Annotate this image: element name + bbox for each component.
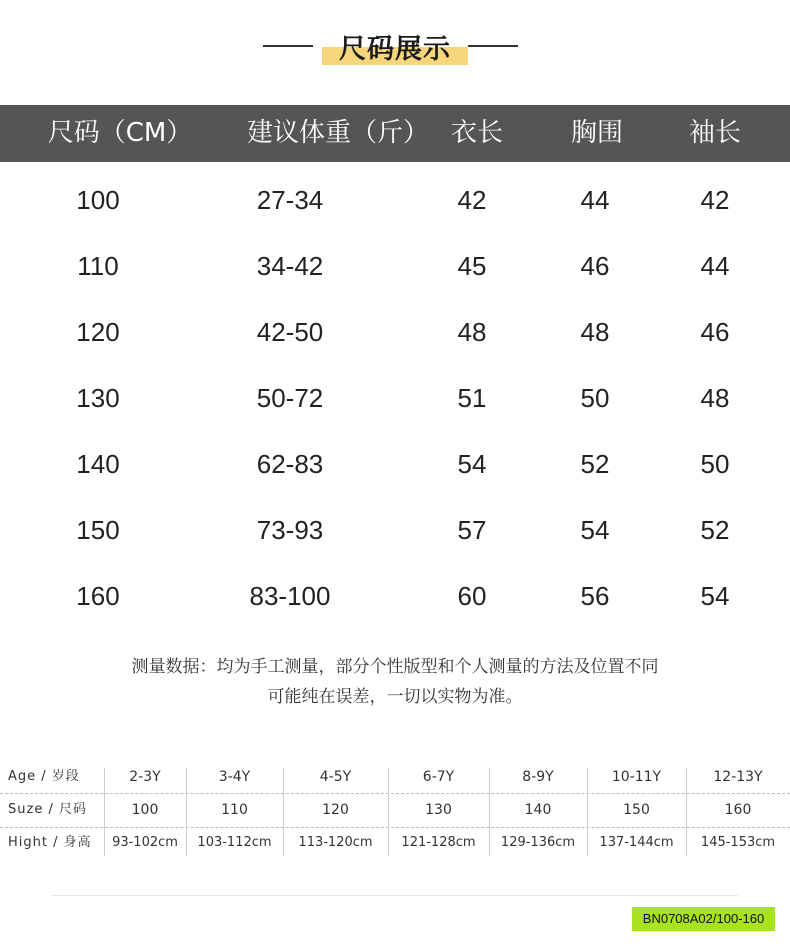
age-label: Age / 岁段 bbox=[8, 769, 80, 784]
size-cell: 140 bbox=[524, 802, 552, 818]
table-row bbox=[0, 431, 790, 497]
cell-size: 120 bbox=[76, 317, 120, 347]
product-code-badge: BN0708A02/100-160 bbox=[632, 907, 775, 931]
size-cell: 100 bbox=[131, 802, 159, 818]
size-cell: 160 bbox=[724, 802, 752, 818]
size-cell: 130 bbox=[425, 802, 452, 818]
cell-size: 140 bbox=[76, 449, 120, 479]
age-cell: 10-11Y bbox=[611, 769, 662, 785]
cell-size: 110 bbox=[77, 251, 119, 281]
measurement-note-line2: 可能纯在误差，一切以实物为准。 bbox=[267, 687, 523, 707]
header-chest: 胸围 bbox=[570, 118, 623, 148]
cell-length: 42 bbox=[457, 185, 487, 215]
height-cell: 137-144cm bbox=[599, 835, 674, 850]
cell-size: 160 bbox=[76, 581, 120, 611]
age-row bbox=[0, 763, 790, 795]
header-weight: 建议体重（斤） bbox=[246, 118, 429, 148]
header-size: 尺码（CM） bbox=[47, 118, 193, 148]
height-cell: 113-120cm bbox=[298, 835, 373, 850]
cell-size: 130 bbox=[76, 383, 120, 413]
cell-sleeve: 48 bbox=[700, 383, 730, 413]
cell-length: 45 bbox=[457, 251, 487, 281]
cell-length: 57 bbox=[457, 515, 487, 545]
page-title: 尺码展示 bbox=[339, 34, 451, 65]
height-cell: 145-153cm bbox=[700, 835, 776, 850]
age-cell: 12-13Y bbox=[713, 769, 763, 785]
header-length: 衣长 bbox=[450, 118, 503, 148]
table-row bbox=[0, 563, 790, 629]
cell-weight: 34-42 bbox=[256, 251, 324, 281]
height-row bbox=[0, 829, 790, 861]
cell-size: 100 bbox=[76, 185, 120, 215]
age-cell: 4-5Y bbox=[319, 769, 352, 785]
age-cell: 3-4Y bbox=[218, 769, 251, 785]
height-cell: 103-112cm bbox=[197, 835, 272, 850]
cell-chest: 56 bbox=[580, 581, 610, 611]
table-row bbox=[0, 299, 790, 365]
cell-sleeve: 50 bbox=[700, 449, 730, 479]
cell-sleeve: 44 bbox=[700, 251, 730, 281]
table-row bbox=[0, 365, 790, 431]
cell-size: 150 bbox=[76, 515, 120, 545]
cell-sleeve: 42 bbox=[700, 185, 730, 215]
cell-weight: 27-34 bbox=[256, 185, 324, 215]
cell-sleeve: 52 bbox=[700, 515, 730, 545]
cell-sleeve: 54 bbox=[700, 581, 730, 611]
cell-length: 54 bbox=[457, 449, 487, 479]
cell-weight: 42-50 bbox=[256, 317, 324, 347]
cell-chest: 46 bbox=[580, 251, 610, 281]
table-row bbox=[0, 497, 790, 563]
cell-chest: 54 bbox=[580, 515, 610, 545]
height-label: Hight / 身高 bbox=[8, 835, 92, 850]
measurement-note-line1: 测量数据：均为手工测量，部分个性版型和个人测量的方法及位置不同 bbox=[131, 657, 659, 677]
cell-length: 48 bbox=[457, 317, 487, 347]
table-row bbox=[0, 233, 790, 299]
cell-sleeve: 46 bbox=[700, 317, 730, 347]
height-cell: 129-136cm bbox=[500, 835, 576, 850]
footer-divider bbox=[52, 895, 738, 896]
title-divider-left bbox=[263, 45, 313, 47]
cell-chest: 52 bbox=[580, 449, 610, 479]
size-label: Suze / 尺码 bbox=[8, 802, 87, 817]
size-cell: 120 bbox=[322, 802, 349, 818]
age-cell: 2-3Y bbox=[129, 769, 161, 785]
header-sleeve: 袖长 bbox=[688, 118, 741, 148]
cell-weight: 62-83 bbox=[256, 449, 324, 479]
size-row bbox=[0, 796, 790, 828]
cell-chest: 44 bbox=[580, 185, 610, 215]
cell-weight: 73-93 bbox=[256, 515, 324, 545]
cell-chest: 50 bbox=[580, 383, 610, 413]
cell-length: 60 bbox=[457, 581, 487, 611]
age-cell: 8-9Y bbox=[522, 769, 554, 785]
height-cell: 93-102cm bbox=[112, 835, 178, 850]
table-row bbox=[0, 167, 790, 233]
cell-chest: 48 bbox=[580, 317, 610, 347]
size-cell: 150 bbox=[623, 802, 650, 818]
size-cell: 110 bbox=[221, 802, 248, 818]
section-title bbox=[0, 30, 790, 74]
size-reference-chart bbox=[0, 763, 790, 859]
age-cell: 6-7Y bbox=[422, 769, 455, 785]
cell-length: 51 bbox=[457, 383, 487, 413]
cell-weight: 50-72 bbox=[256, 383, 324, 413]
cell-weight: 83-100 bbox=[249, 581, 331, 611]
height-cell: 121-128cm bbox=[401, 835, 476, 850]
size-table-header bbox=[0, 105, 790, 162]
title-divider-right bbox=[468, 45, 518, 47]
